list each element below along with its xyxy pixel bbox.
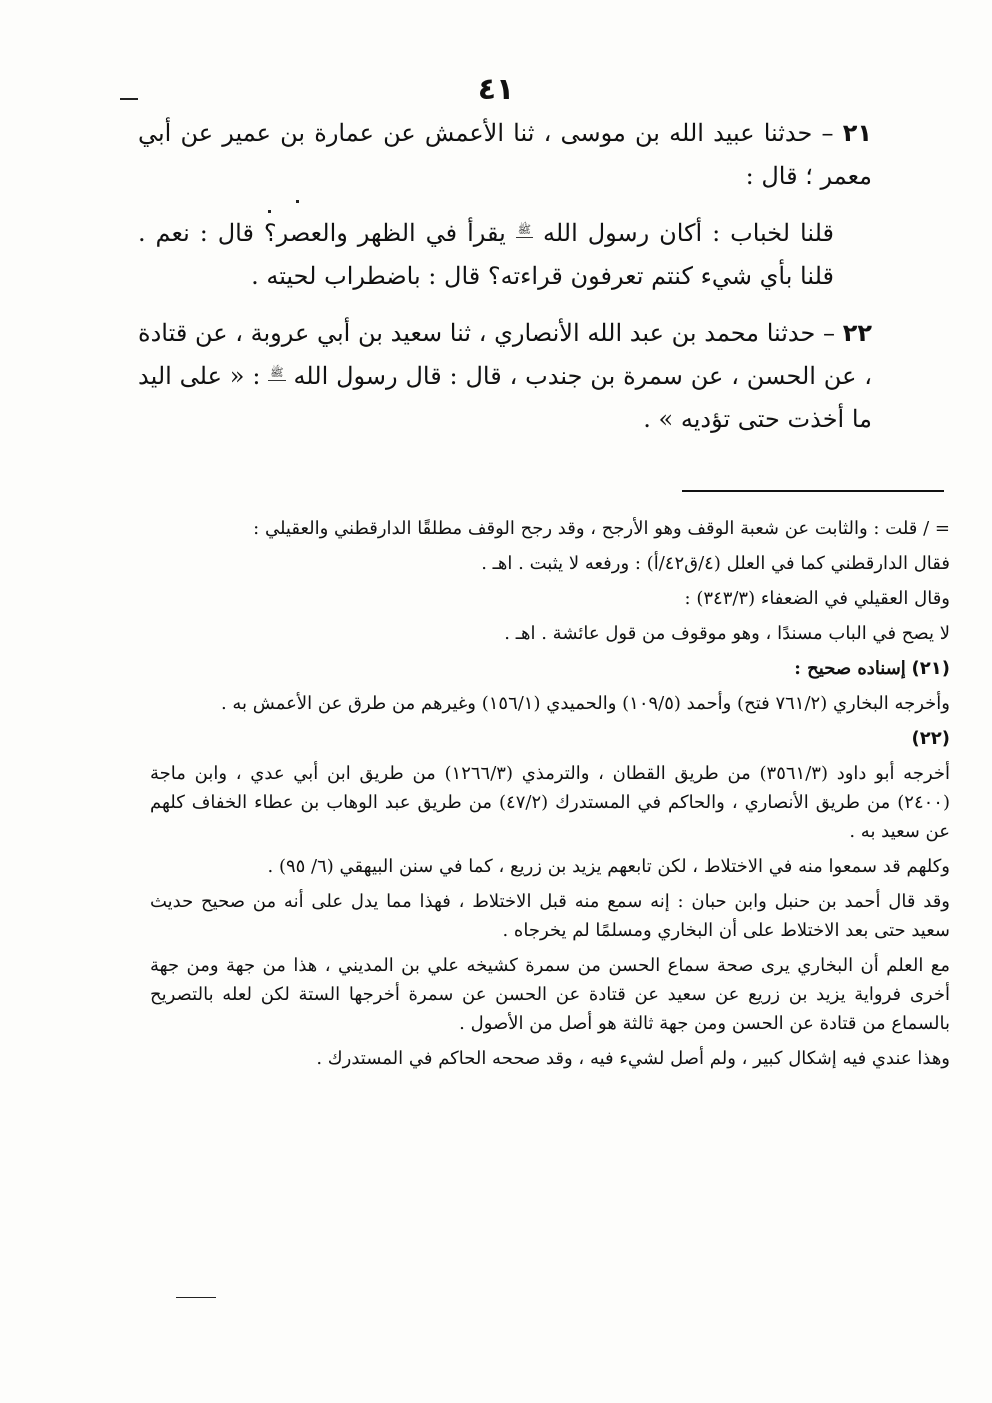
footnote-continued: فقال الدارقطني كما في العلل (٤/ق٤٢/أ) : ورفعه لا يثبت . اهـ . bbox=[481, 553, 950, 574]
footnote-continued: = / قلت : والثابت عن شعبة الوقف وهو الأرجح ، وقد رجح الوقف مطلقًا الدارقطني والعقيلي : bbox=[253, 518, 950, 539]
footnote-continued: وقال العقيلي في الضعفاء (٣٤٣/٣) : bbox=[684, 588, 950, 609]
footnote-21-header bbox=[150, 654, 950, 683]
footnote-22-header bbox=[150, 724, 950, 753]
footnote-title: إسناده صحيح : bbox=[794, 658, 906, 679]
scan-mark-left-top bbox=[120, 98, 138, 100]
footnote-21-text: وأخرجه البخاري (٧٦١/٢ فتح) وأحمد (١٠٩/٥) والحميدي (١٥٦/١) وغيرهم من طرق عن الأعمش به . bbox=[220, 693, 950, 714]
hadith-22 bbox=[138, 312, 872, 441]
footnote-22-paragraph: وهذا عندي فيه إشكال كبير ، ولم أصل لشيء فيه ، وقد صححه الحاكم في المستدرك . bbox=[316, 1048, 950, 1069]
hadith-text-part: – حدثنا محمد بن عبد الله الأنصاري ، ثنا سعيد بن أبي عروبة ، عن قتادة ، عن الحسن ، عن سمرة بن جندب ، قال : قال رسول الله bbox=[138, 319, 872, 390]
footnote-continued: لا يصح في الباب مسندًا ، وهو موقوف من قول عائشة . اهـ . bbox=[504, 623, 950, 644]
footnote-label: (٢١) bbox=[911, 658, 950, 679]
hadith-text-part: : « على اليد ما أخذت حتى تؤديه » . bbox=[138, 362, 872, 433]
hadith-quote-part: يقرأ في الظهر والعصر؟ قال : نعم . قلنا بأي شيء كنتم تعرفون قراءته؟ قال : باضطراب لحيته . bbox=[138, 219, 834, 290]
footnote-22-paragraph: أخرجه أبو داود (٣٥٦١/٣) من طريق القطان ، والترمذي (١٢٦٦/٣) من طريق ابن أبي عدي ، وابن ماجة (٢٤٠٠) من طريق الأنصاري ، والحاكم في المستدرك (٤٧/٢) من طريق عبد الوهاب بن عطاء الخفاف كلهم عن سعيد به . bbox=[150, 763, 951, 842]
salawat-glyph-icon: ﷺ bbox=[517, 223, 532, 236]
hadith-chain: – حدثنا عبيد الله بن موسى ، ثنا الأعمش عن عمارة بن عمير عن أبي معمر ؛ قال : bbox=[138, 119, 872, 190]
footnote-separator bbox=[682, 490, 944, 492]
salawat-glyph-icon: ﷺ bbox=[270, 366, 284, 379]
footnote-label: (٢٢) bbox=[911, 728, 950, 749]
footnote-22-paragraph: وكلهم قد سمعوا منه في الاختلاط ، لكن تابعهم يزيد بن زريع ، كما في سنن البيهقي (٦/ ٩٥) . bbox=[267, 856, 950, 877]
hadith-21-quote bbox=[138, 212, 872, 298]
main-text bbox=[138, 112, 872, 455]
footnote-22-paragraph: وقد قال أحمد بن حنبل وابن حبان : إنه سمع منه قبل الاختلاط ، فهذا مما يدل على أنه من صحيح حديث سعيد حتى بعد الاختلاط على أن البخاري ومسلمًا لم يخرجاه . bbox=[150, 891, 950, 941]
scan-mark-left-bottom bbox=[176, 1297, 216, 1298]
page-number: ٤١ bbox=[477, 72, 515, 107]
hadith-number: ٢١ bbox=[842, 119, 872, 147]
footnotes bbox=[150, 514, 950, 1079]
footnote-22-paragraph: مع العلم أن البخاري يرى صحة سماع الحسن من سمرة كشيخه علي بن المديني ، هذا من جهة ومن جهة أخرى فرواية يزيد بن زريع عن سعيد عن قتادة عن الحسن عن سمرة أخرجها الستة لكن لعله بالتصريح بالسماع من قتادة عن الحسن ومن جهة ثالثة هو أصل من الأصول . bbox=[150, 955, 950, 1034]
hadith-quote-part: قلنا لخباب : أكان رسول الله bbox=[542, 219, 834, 247]
hadith-number: ٢٢ bbox=[842, 319, 872, 347]
hadith-21 bbox=[138, 112, 872, 198]
